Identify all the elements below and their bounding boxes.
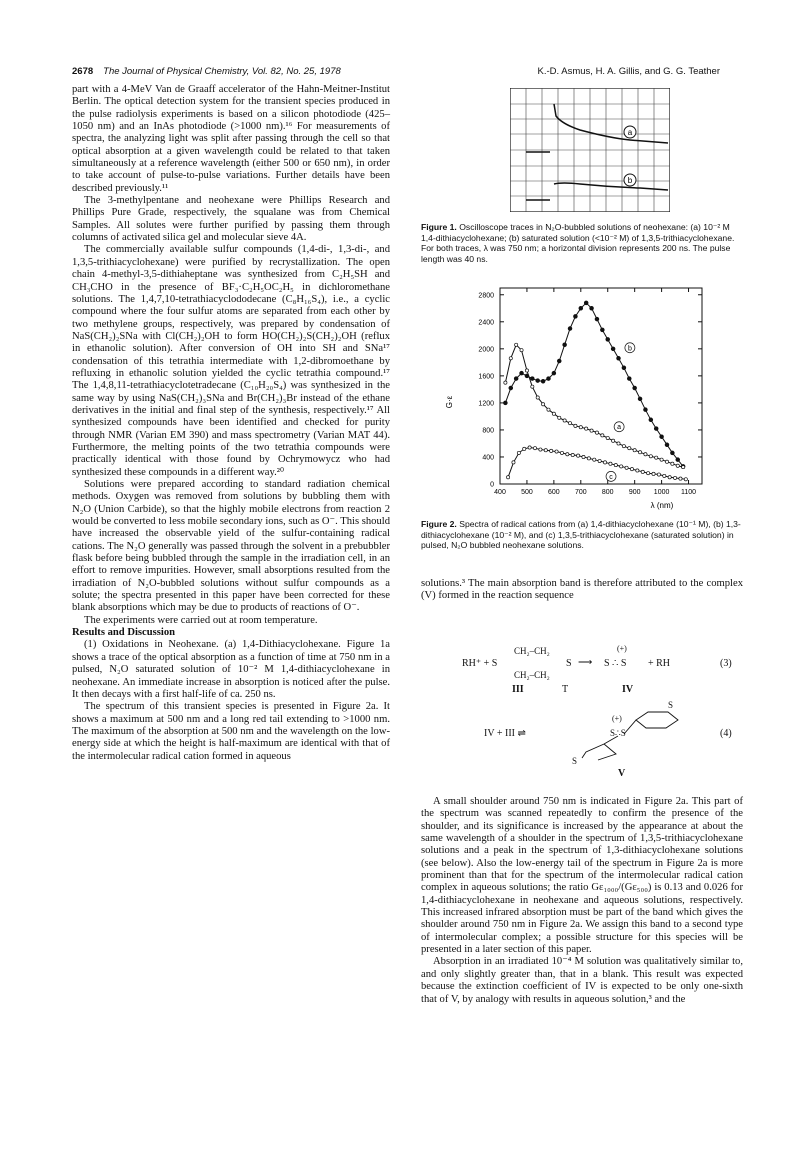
data-point-b bbox=[622, 366, 626, 370]
figure2-caption-label: Figure 2. bbox=[421, 519, 457, 529]
eq4-label-v: V bbox=[618, 768, 626, 779]
left-column bbox=[72, 84, 390, 763]
data-point-a bbox=[638, 451, 641, 454]
trace-label-a: a bbox=[627, 128, 633, 137]
y-tick-label: 2400 bbox=[478, 319, 494, 327]
y-tick-label: 1600 bbox=[478, 373, 494, 381]
eq3-rhs: + RH bbox=[648, 658, 671, 669]
x-tick-label: 1100 bbox=[681, 489, 697, 496]
data-point-b bbox=[552, 371, 556, 375]
data-point-a bbox=[595, 431, 598, 434]
data-point-a bbox=[612, 439, 615, 442]
data-point-a bbox=[563, 419, 566, 422]
data-point-c bbox=[523, 447, 526, 450]
x-tick-label: 400 bbox=[494, 489, 506, 496]
eq3-label-iv: IV bbox=[622, 684, 634, 695]
series-label-c: c bbox=[609, 473, 613, 481]
data-point-a bbox=[504, 381, 507, 384]
data-point-b bbox=[563, 343, 567, 347]
data-point-a bbox=[574, 424, 577, 427]
eq3-ring-s: S bbox=[566, 658, 572, 669]
data-point-a bbox=[509, 357, 512, 360]
figure1-caption-label: Figure 1. bbox=[421, 222, 457, 232]
running-header-authors: K.-D. Asmus, H. A. Gillis, and G. G. Teather bbox=[537, 66, 720, 77]
data-point-b bbox=[520, 371, 524, 375]
data-point-a bbox=[525, 369, 528, 372]
data-point-c bbox=[506, 476, 509, 479]
data-point-c bbox=[517, 451, 520, 454]
series-label-a: a bbox=[617, 424, 622, 432]
data-point-a bbox=[682, 466, 685, 469]
x-tick-label: 600 bbox=[548, 489, 560, 496]
data-point-c bbox=[603, 461, 606, 464]
equation-4 bbox=[484, 702, 742, 780]
data-point-c bbox=[571, 453, 574, 456]
data-point-b bbox=[670, 451, 674, 455]
data-point-b bbox=[579, 306, 583, 310]
data-point-b bbox=[600, 328, 604, 332]
eq4-s-mid: S∴S bbox=[610, 728, 626, 738]
data-point-a bbox=[520, 349, 523, 352]
x-tick-label: 800 bbox=[601, 489, 614, 496]
journal-name: The Journal of Physical Chemistry, Vol. 82, No. 25, 1978 bbox=[103, 66, 341, 77]
data-point-b bbox=[644, 408, 648, 412]
data-point-b bbox=[660, 435, 664, 439]
data-point-a bbox=[547, 408, 550, 411]
paragraph: The commercially available sulfur compounds (1,4-di-, 1,3-di-, and 1,3,5-trithiacyclohexane) were purified by recrystallization. The open chain 4-methyl-3,5-dithiaheptane was synthesized from C₂H₅SH and CH₃CHO in the presence of BF₃·C₂H₅OC₂H₅ in dichloromethane solutions. The 1,4,7,10-tetrathiacyclododecane (C₈H₁₆S₄), i.e., a cyclic compound where the four sulfur atoms are separated from each other by two methylene groups, respectively, was prepared by condensation of NaS(CH₂)₂SNa with Cl(CH₂)₂OH to form HO(CH₂)₂S(CH₂)₂OH (reflux in ethanolic solution). After conversion of OH into SH and SNa¹⁷ condensation of this tetrathia intermediate with 1,2-dibromoethane by refluxing in ethanolic solution yielded the cyclic tetrathia compound.¹⁷ The 1,4,8,11-tetrathiacyclotetradecane (C₁₀H₂₀S₄) was synthesized in the same way by using NaS(CH₂)₃SNa and Br(CH₂)₃Br instead of the ethane derivatives in the initial and final step of the synthesis, respectively.¹⁷ All synthesized compounds have been identified and checked for purity through NMR (Varian EM 390) and mass spectrometry (Varian MAT 44). Furthermore, the melting points of the two tetrathia compounds were practically identical with those found by Ochrymowycz who had synthesized these compounds in a different way.²⁰ bbox=[72, 244, 390, 478]
data-point-b bbox=[568, 327, 572, 331]
eq3-product-charge: (+) bbox=[617, 644, 627, 653]
data-point-c bbox=[593, 458, 596, 461]
eq4-ring-structure bbox=[580, 706, 690, 766]
data-point-a bbox=[568, 422, 571, 425]
data-point-c bbox=[625, 466, 628, 469]
figure1-oscilloscope bbox=[510, 88, 670, 212]
equation-3 bbox=[462, 646, 742, 694]
data-point-b bbox=[676, 458, 680, 462]
data-point-c bbox=[528, 446, 531, 449]
data-point-a bbox=[628, 447, 631, 450]
eq3-ring-top: CH₂–CH₂ bbox=[514, 646, 550, 656]
eq3-product: S ∴ S bbox=[604, 658, 627, 669]
data-point-a bbox=[531, 385, 534, 388]
data-point-b bbox=[606, 337, 610, 341]
y-tick-label: 2000 bbox=[478, 346, 494, 354]
x-axis-label: λ (nm) bbox=[650, 501, 674, 510]
data-point-a bbox=[649, 455, 652, 458]
data-point-b bbox=[649, 418, 653, 422]
data-point-b bbox=[595, 317, 599, 321]
data-point-c bbox=[539, 448, 542, 451]
y-axis-label: G·ε bbox=[445, 395, 454, 409]
y-tick-label: 0 bbox=[490, 481, 494, 489]
data-point-c bbox=[647, 472, 650, 475]
data-point-a bbox=[633, 449, 636, 452]
series-line-a bbox=[505, 345, 683, 467]
data-point-b bbox=[617, 356, 621, 360]
running-header-left bbox=[72, 66, 341, 77]
paragraph: The 3-methylpentane and neohexane were Phillips Research and Phillips Pure Grade, respectively, the squalane was from Chemical Samples. All solutes were further purified by passing them through columns of activated silica gel and molecular sieve 4A. bbox=[72, 195, 390, 244]
data-point-c bbox=[582, 455, 585, 458]
data-point-b bbox=[547, 377, 551, 381]
eq4-charge: (+) bbox=[612, 714, 622, 723]
paragraph: Absorption in an irradiated 10⁻⁴ M solution was qualitatively similar to, and only slightly greater than, that in a blank. This result was expected because the extinction coefficient of IV is expected to be only one-sixth that of V, by analogy with results in aqueous solution,³ and the bbox=[421, 956, 743, 1005]
data-point-c bbox=[587, 457, 590, 460]
data-point-c bbox=[636, 469, 639, 472]
x-tick-label: 1000 bbox=[653, 489, 670, 496]
data-point-c bbox=[620, 465, 623, 468]
data-point-b bbox=[665, 443, 669, 447]
data-point-b bbox=[584, 301, 588, 305]
paragraph: (1) Oxidations in Neohexane. (a) 1,4-Dithiacyclohexane. Figure 1a shows a trace of the optical absorption as a function of time at 750 nm in a pulsed, N₂O saturated solution of 10⁻² M 1,4-dithiacyclohexane in neohexane. An immediate increase in absorption is noticed after the pulse. It then decays with a first half-life of ca. 250 ns. bbox=[72, 639, 390, 700]
data-point-c bbox=[673, 476, 676, 479]
data-point-a bbox=[579, 426, 582, 429]
data-point-a bbox=[676, 464, 679, 467]
data-point-b bbox=[509, 386, 513, 390]
data-point-a bbox=[515, 343, 518, 346]
y-tick-label: 1200 bbox=[478, 400, 494, 408]
x-tick-label: 700 bbox=[574, 489, 587, 496]
data-point-b bbox=[530, 377, 534, 381]
right-column-body bbox=[421, 796, 743, 1006]
paragraph: part with a 4-MeV Van de Graaff accelerator of the Hahn-Meitner-Institut Berlin. The optical detection system for the transient species produced in the pulse radiolysis experiments is based on a silicon photodiode (425–1050 nm) and an InAs photodiode (>1000 nm).¹⁶ For measurements of spectra, the analyzing light was split after passing through the cell so that optical absorption at a given wavelength could be related to that taken simultaneously at a reference wavelength (either 500 or 650 nm), in order to take account of pulse-to-pulse variations. Further details have been described previously.¹¹ bbox=[72, 84, 390, 194]
page-number: 2678 bbox=[72, 66, 94, 77]
data-point-a bbox=[601, 434, 604, 437]
data-point-b bbox=[536, 379, 540, 383]
eq3-lhs: RH⁺ + S bbox=[462, 658, 498, 669]
figure1-caption-text: Oscilloscope traces in N₂O-bubbled solutions of neohexane: (a) 10⁻² M 1,4-dithiacyclohexane; (b) saturated solution (<10⁻² M) of 1,3,5-trithiacyclohexane. For both traces, λ was 750 nm; a horizontal division represents 200 ns. The pulse length was 40 ns. bbox=[421, 222, 735, 264]
data-point-a bbox=[536, 396, 539, 399]
paragraph: The experiments were carried out at room temperature. bbox=[84, 614, 318, 626]
data-point-a bbox=[665, 460, 668, 463]
paragraph: solutions.³ The main absorption band is therefore attributed to the complex (V) formed in the reaction sequence bbox=[421, 578, 743, 602]
figure2-chart bbox=[430, 282, 710, 512]
data-point-c bbox=[512, 461, 515, 464]
data-point-a bbox=[585, 427, 588, 430]
figure2-caption-text: Spectra of radical cations from (a) 1,4-dithiacyclohexane (10⁻¹ M), (b) 1,3-dithiacyclohexane (10⁻² M), and (c) 1,3,5-trithiacyclohexane (saturated solution) in pulsed, N₂O bubbled neohexane solutions. bbox=[421, 519, 741, 551]
figure2-caption bbox=[421, 519, 743, 551]
data-point-b bbox=[574, 314, 578, 318]
data-point-c bbox=[555, 450, 558, 453]
eq3-label-iii: III bbox=[512, 684, 524, 695]
data-point-a bbox=[660, 458, 663, 461]
data-point-c bbox=[630, 468, 633, 471]
eq4-s-top: S bbox=[668, 700, 674, 710]
right-column-intro bbox=[421, 578, 743, 603]
data-point-c bbox=[550, 449, 553, 452]
data-point-c bbox=[614, 463, 617, 466]
data-point-b bbox=[627, 377, 631, 381]
data-point-c bbox=[652, 472, 655, 475]
y-tick-label: 800 bbox=[482, 427, 494, 435]
eq3-label-t: T bbox=[562, 684, 569, 695]
data-point-b bbox=[638, 397, 642, 401]
trace-label-b: b bbox=[627, 176, 633, 185]
eq3-arrow: ⟶ bbox=[578, 657, 593, 668]
data-point-b bbox=[633, 386, 637, 390]
section-heading: Results and Discussion bbox=[72, 627, 176, 639]
data-point-c bbox=[679, 477, 682, 480]
data-point-c bbox=[663, 474, 666, 477]
data-point-c bbox=[560, 451, 563, 454]
data-point-c bbox=[577, 454, 580, 457]
eq3-ring-bottom: CH₂–CH₂ bbox=[514, 670, 550, 680]
data-point-a bbox=[541, 403, 544, 406]
data-point-b bbox=[557, 359, 561, 363]
data-point-a bbox=[655, 456, 658, 459]
paragraph: The spectrum of this transient species is presented in Figure 2a. It shows a maximum at 500 nm and a long red tail extending to >1000 nm. The maximum of the absorption at 500 nm and the wavelength on the low-energy side at which the height is half-maximum are identical with that of the intermolecular radical cation formed in aqueous bbox=[72, 701, 390, 762]
eq3-number: (3) bbox=[720, 658, 732, 669]
data-point-b bbox=[654, 427, 658, 431]
eq4-number: (4) bbox=[720, 728, 732, 739]
data-point-a bbox=[606, 436, 609, 439]
eq4-s-bot: S bbox=[572, 756, 578, 766]
data-point-c bbox=[598, 459, 601, 462]
data-point-b bbox=[611, 347, 615, 351]
data-point-a bbox=[552, 412, 555, 415]
data-point-b bbox=[590, 306, 594, 310]
paragraph: A small shoulder around 750 nm is indicated in Figure 2a. This part of the spectrum was scanned repeatedly to confirm the presence of the shoulder, and its significance is increased by the appearance at about the same wavelength of a shoulder in the spectrum of 1,3,5-trithiacyclohexane solutions and a peak in the spectrum of 1,3-dithiacyclohexane solutions (see below). Also the low-energy tail of the spectrum in Figure 2a is more prominent than that for the spectrum of the intermolecular radical cation complex in aqueous solutions; the ratio Gε₁₀₀₀/(Gε₅₀₀) is 0.13 and 0.026 for 1,4-dithiacyclohexane in neohexane and aqueous solutions, respectively. This increased infrared absorption must be part of the band which gives the shoulder around 750 nm in Figure 2a. We assign this band to a second type of intermolecular complex; a possible structure for this species will be presented in a later section of this paper. bbox=[421, 796, 743, 956]
data-point-b bbox=[541, 379, 545, 383]
data-point-a bbox=[644, 453, 647, 456]
data-point-c bbox=[641, 470, 644, 473]
eq4-lhs: IV + III ⇌ bbox=[484, 728, 526, 739]
y-tick-label: 2800 bbox=[478, 292, 494, 300]
data-point-b bbox=[514, 377, 518, 381]
data-point-a bbox=[558, 416, 561, 419]
data-point-c bbox=[544, 449, 547, 452]
data-point-c bbox=[566, 453, 569, 456]
data-point-c bbox=[657, 473, 660, 476]
x-tick-label: 500 bbox=[521, 489, 533, 496]
x-tick-label: 900 bbox=[628, 489, 641, 496]
figure1-caption bbox=[421, 222, 743, 264]
data-point-a bbox=[617, 442, 620, 445]
data-point-b bbox=[503, 401, 507, 405]
paragraph: Solutions were prepared according to standard radiation chemical methods. Oxygen was removed from solutions by bubbling them with N₂O (Union Carbide), so that the highly mobile electrons from reaction 2 would be converted to less mobile secondary ions, such as O⁻. This should have increased the observable yield of the sulfur-containing radical cations. The N₂O generally was passed through the solvent in a prebubbler flask before being bubbled through the sample in the irradiation cell, in an effort to remove impurities. However, small absorptions resulted from the irradiation of N₂O-bubbled solutions without sulfur compounds as a solute; the spectra presented in this paper have been corrected for these blank absorptions which may be due to products of reactions of O⁻. bbox=[72, 479, 390, 614]
data-point-a bbox=[671, 462, 674, 465]
data-point-c bbox=[533, 447, 536, 450]
data-point-a bbox=[590, 429, 593, 432]
data-point-c bbox=[684, 478, 687, 481]
series-label-b: b bbox=[627, 345, 632, 353]
data-point-c bbox=[668, 476, 671, 479]
y-tick-label: 400 bbox=[482, 454, 494, 462]
data-point-c bbox=[609, 462, 612, 465]
data-point-a bbox=[622, 445, 625, 448]
